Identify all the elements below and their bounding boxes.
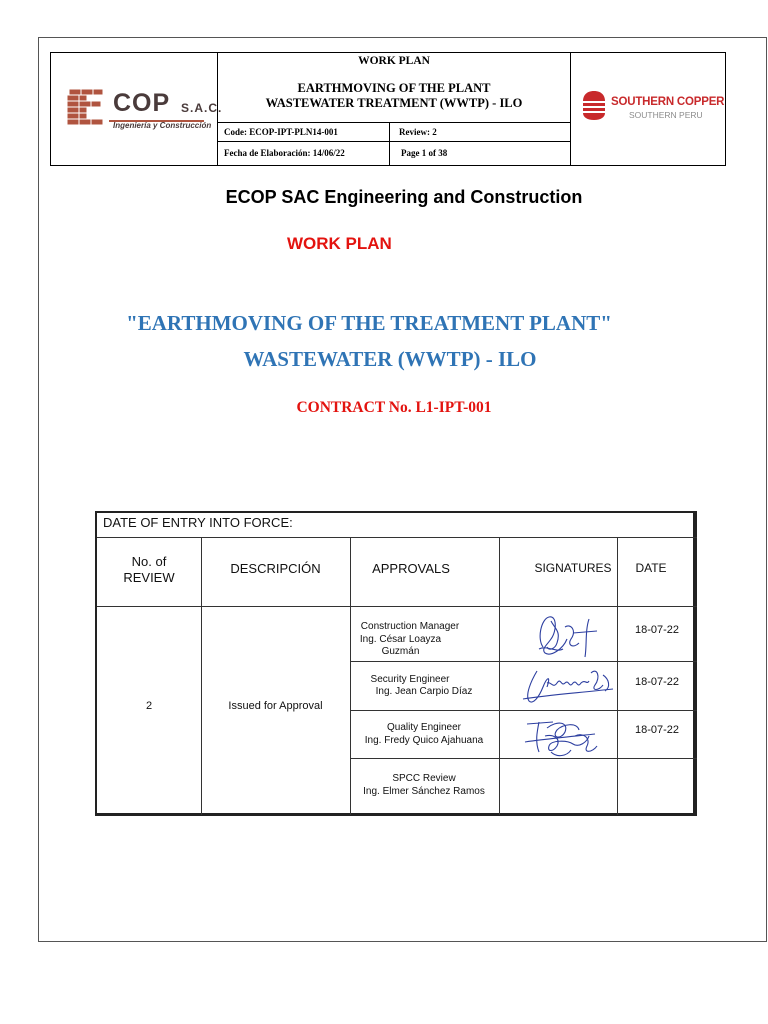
- approval-table: [95, 511, 697, 816]
- approver-role: Security Engineer: [370, 674, 450, 685]
- document-header: [50, 52, 726, 166]
- southern-peru-name: SOUTHERN PERU: [629, 110, 703, 120]
- approval-date: 18-07-22: [635, 624, 680, 636]
- review-header-line2: REVIEW: [123, 570, 175, 585]
- approver-name: Ing. Elmer Sánchez Ramos: [363, 786, 485, 797]
- header-row-code: [218, 122, 570, 142]
- table-line: [97, 537, 697, 538]
- signature-security-engineer: [517, 661, 621, 711]
- column-header-review: [97, 554, 201, 586]
- header-row-date: [218, 142, 570, 165]
- review-header-line1: No. of: [131, 554, 167, 569]
- column-header-date: DATE: [635, 561, 667, 575]
- approver-name: Ing. César Loayza Guzmán: [359, 634, 442, 657]
- document-code: Code: ECOP-IPT-PLN14-001: [224, 127, 338, 137]
- southern-copper-mark-icon: [581, 89, 607, 121]
- column-header-approvals: APPROVALS: [372, 561, 450, 576]
- header-title: WORK PLAN: [358, 55, 430, 67]
- company-name: ECOP SAC Engineering and Construction: [225, 187, 583, 207]
- document-type: WORK PLAN: [287, 234, 392, 253]
- approval-date: 18-07-22: [635, 724, 680, 736]
- header-center: [218, 53, 571, 165]
- approver-role: Construction Manager: [360, 621, 460, 632]
- document-review: Review: 2: [399, 127, 437, 137]
- description-value: Issued for Approval: [228, 700, 323, 712]
- header-subtitle-line1: EARTHMOVING OF THE PLANT: [297, 81, 491, 95]
- column-header-signatures: SIGNATURES: [534, 561, 612, 575]
- southern-copper-name: SOUTHERN COPPER: [611, 96, 725, 108]
- southern-copper-logo: [571, 53, 726, 165]
- approver-role: SPCC Review: [392, 773, 456, 784]
- approval-date: 18-07-22: [635, 676, 680, 688]
- header-subtitle-line2: WASTEWATER TREATMENT (WWTP) - ILO: [265, 96, 523, 110]
- contract-number: CONTRACT No. L1-IPT-001: [296, 399, 492, 416]
- header-divider: [389, 123, 390, 141]
- signature-construction-manager: [527, 609, 619, 663]
- ecop-logo: [51, 53, 223, 165]
- approver-role: Quality Engineer: [387, 722, 461, 733]
- logo-tagline: Ingeniería y Construcción: [113, 121, 212, 130]
- page-number: Page 1 of 38: [401, 148, 448, 158]
- approver-name: Ing. Jean Carpio Díaz: [375, 686, 473, 697]
- table-line: [499, 537, 500, 815]
- table-line: [97, 606, 697, 607]
- brick-logo-icon: [65, 87, 105, 129]
- logo-suffix: S.A.C.: [181, 101, 223, 115]
- project-title-line2: WASTEWATER (WWTP) - ILO: [243, 347, 537, 371]
- project-title-line1: "EARTHMOVING OF THE TREATMENT PLANT": [126, 311, 612, 335]
- column-header-description: DESCRIPCIÓN: [230, 561, 321, 576]
- table-line: [201, 537, 202, 815]
- logo-name: COP: [113, 89, 171, 117]
- document-date: Fecha de Elaboración: 14/06/22: [224, 148, 345, 158]
- entry-into-force-label: DATE OF ENTRY INTO FORCE:: [103, 515, 293, 530]
- signature-quality-engineer: [517, 712, 621, 762]
- header-divider: [389, 142, 390, 165]
- review-number: 2: [145, 700, 153, 712]
- approver-name: Ing. Fredy Quico Ajahuana: [364, 735, 484, 746]
